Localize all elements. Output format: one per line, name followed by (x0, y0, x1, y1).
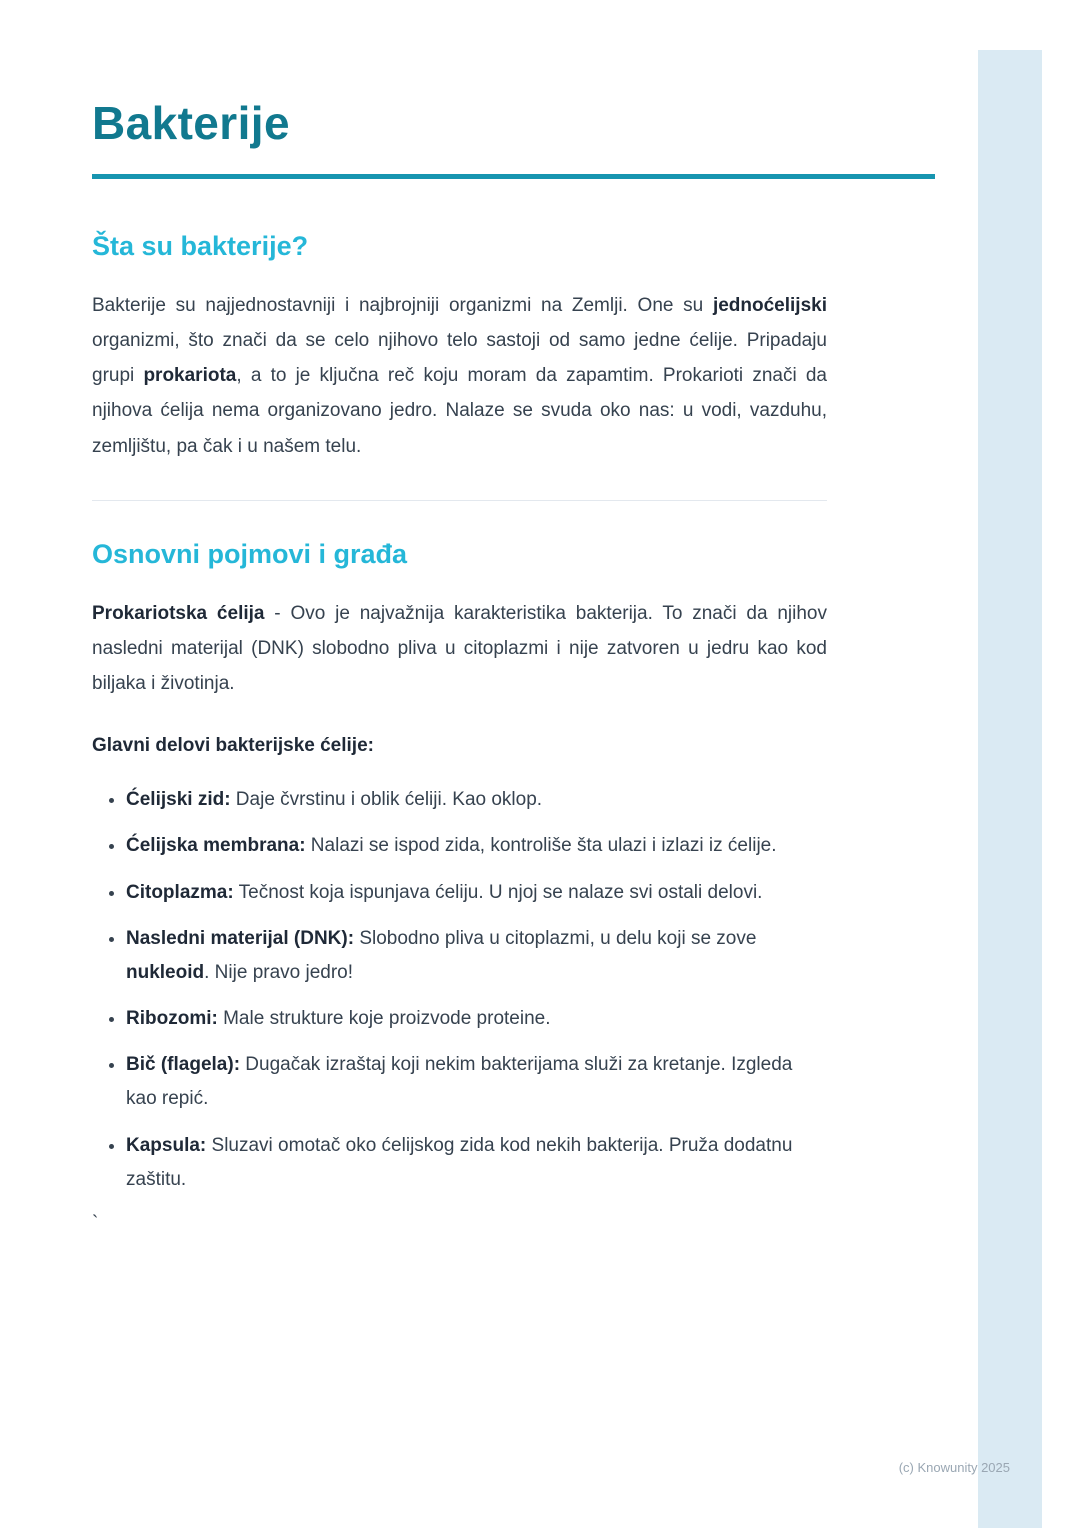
list-item: • Kapsula: Sluzavi omotač oko ćelijskog zida kod nekih bakterija. Pruža dodatnu zaštitu. (126, 1129, 827, 1197)
section-heading-what-are-bacteria: Šta su bakterije? (92, 231, 309, 261)
page-title: Bakterije (92, 97, 290, 149)
paragraph-prokaryotic-cell: Prokariotska ćelija - Ovo je najvažnija karakteristika bakterija. To znači da njihov nasledni materijal (DNK) slobodno pliva u citoplazmi i nije zatvoren u jedru kao kod biljaka i životinja. (92, 602, 828, 694)
list-item: • Nasledni materijal (DNK): Slobodno pliva u citoplazmi, u delu koji se zove nukleoid. Nije pravo jedro! (126, 922, 827, 990)
cell-parts-list (92, 783, 827, 1197)
copyright-footer: (c) Knowunity 2025 (898, 1460, 1010, 1475)
paragraph-what-are-bacteria: Bakterije su najjednostavniji i najbrojniji organizmi na Zemlji. One su jednoćelijski organizmi, što znači da se celo njihovo telo sastoji od samo jedne ćelije. Pripadaju grupi prokariota, a to je ključna reč koju moram da zapamtim. Prokarioti znači da njihova ćelija nema organizovano jedro. Nalaze se svuda oko nas: u vodi, vazduhu, zemljištu, pa čak i u našem telu. (92, 295, 828, 457)
list-title-cell-parts: Glavni delovi bakterijske ćelije: (92, 735, 374, 757)
list-item: • Citoplazma: Tečnost koja ispunjava ćeliju. U njoj se nalaze svi ostali delovi. (126, 876, 827, 910)
list-item: • Ćelijski zid: Daje čvrstinu i oblik ćeliji. Kao oklop. (126, 783, 827, 817)
document-page (92, 0, 935, 1235)
list-item: • Ribozomi: Male strukture koje proizvode proteine. (126, 1002, 827, 1036)
list-item: • Bič (flagela): Dugačak izraštaj koji nekim bakterijama služi za kretanje. Izgleda kao repić. (126, 1048, 827, 1116)
title-underline-rule (92, 174, 935, 179)
section-divider (92, 500, 827, 501)
side-accent-strip (978, 50, 1042, 1528)
stray-backtick-mark: ` (92, 1213, 99, 1234)
list-item: • Ćelijska membrana: Nalazi se ispod zida, kontroliše šta ulazi i izlazi iz ćelije. (126, 829, 827, 863)
section-heading-basic-terms: Osnovni pojmovi i građa (92, 538, 408, 569)
